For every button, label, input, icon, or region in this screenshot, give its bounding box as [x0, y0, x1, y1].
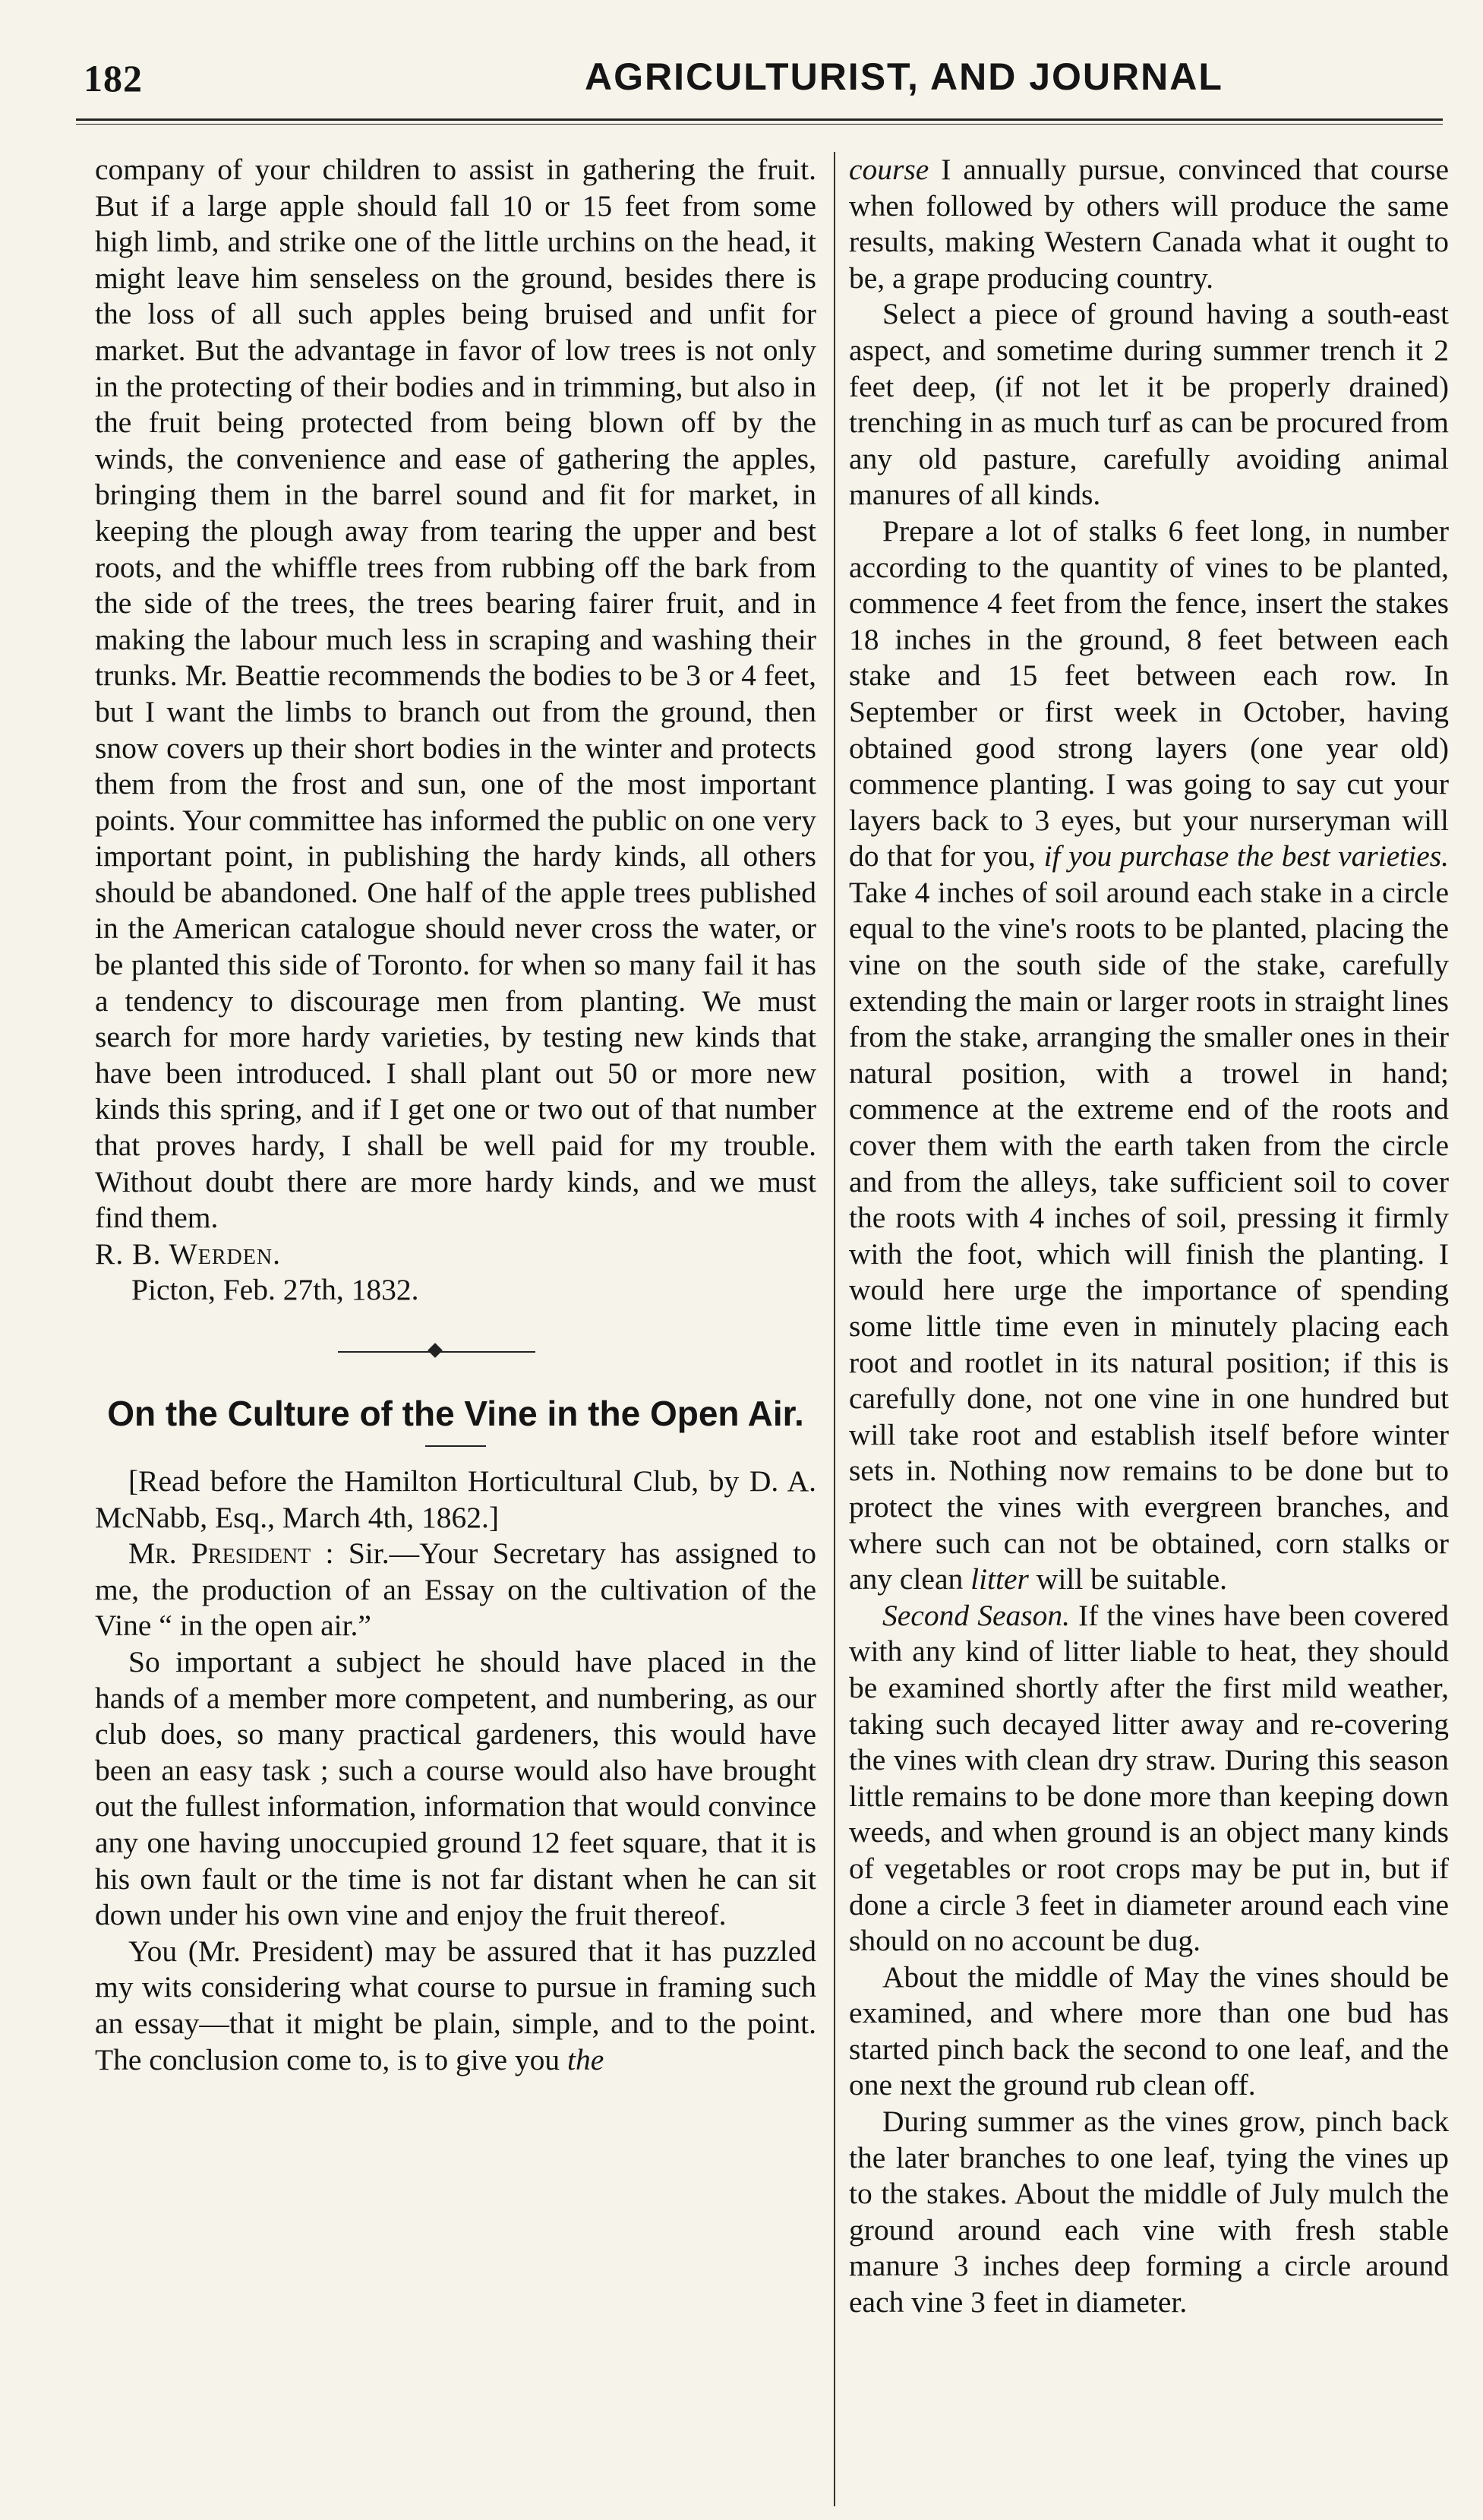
author-signature: R. B. Werden.	[95, 1236, 281, 1271]
left-column	[95, 152, 816, 2514]
second-season-text: If the vines have been covered with any kind of litter liable to heat, they should be examined shortly after the first mild weather, taking such decayed litter away and re-covering the vines with clean dry straw. During this season little remains to be done more than keeping down weeds, and when ground is an object many kinds of vegetables or root crops may be put in, but if done a circle 3 feet in diameter around each vine should on no account be dug.	[849, 1598, 1449, 1958]
paragraph-course	[849, 152, 1449, 296]
title-rule	[425, 1445, 486, 1447]
page-number: 182	[84, 57, 143, 99]
course-word: course	[849, 153, 929, 186]
prepare-end: will be suitable.	[1036, 1562, 1228, 1596]
prepare-rest: Take 4 inches of soil around each stake in a circle equal to the vine's roots to be planted, placing the vine on the south side of the stake, carefully extending the main or larger roots in straight lines from the stake, arranging the smaller ones in their natural position, with a trowel in hand; commence at the extreme end of the roots and cover them with the earth taken from the circle and from the alleys, take sufficient soil to cover the roots with 4 inches of soil, pressing it firmly with the foot, which will finish the planting. I would here urge the importance of spending some little time even in minutely placing each root and rootlet in its natural position; if this is carefully done, not one vine in one hundred but will take root and establish itself before winter sets in. Nothing now remains to be done but to protect the vines with evergreen branches, and where such can not be obtained, corn stalks or any clean	[849, 875, 1449, 1596]
section-divider-ornament	[95, 1309, 816, 1392]
read-before-note: [Read before the Hamilton Horticultural Club, by D. A. McNabb, Esq., March 4th, 1862.]	[95, 1464, 816, 1534]
dateline: Picton, Feb. 27th, 1832.	[131, 1273, 419, 1307]
running-title: AGRICULTURIST, AND JOURNAL	[585, 55, 1223, 98]
prepare-text: Prepare a lot of stalks 6 feet long, in number according to the quantity of vines to be planted, commence 4 feet from the fence, insert the stakes 18 inches in the ground, 8 feet between each stake and 15 feet between each row. In September or first week in October, having obtained good strong layers (one year old) commence planting. I was going to say cut your layers back to 3 eyes, but your nurseryman will do that for you,	[849, 513, 1449, 873]
paragraph-address	[95, 1536, 816, 1644]
prepare-italic-litter: litter	[970, 1562, 1029, 1596]
paragraph-may: About the middle of May the vines should be examined, and where more than one bud has started pinch back the second to one leaf, and the one next the ground rub clean off.	[849, 1959, 1449, 2102]
article-title: On the Culture of the Vine in the Open Air.	[107, 1394, 804, 1433]
paragraph-important-subject: So important a subject he should have placed in the hands of a member more competent, and numbering, as our club does, so many practical gardeners, this would have been an easy task ; such a course would also have brought out the fullest information, information that would convince any one having unoccupied ground 12 feet square, that it is his own fault or the time is not far distant when he can sit down under his own vine and enjoy the fruit thereof.	[95, 1644, 816, 1932]
paragraph-prepare-stalks	[849, 513, 1449, 1598]
divider-diamond	[428, 1343, 443, 1358]
paragraph-second-season	[849, 1598, 1449, 1959]
prepare-italic: if you purchase the best varieties.	[1043, 839, 1449, 873]
you-president-text: You (Mr. President) may be assured that it has puzzled my wits considering what course to pursue in framing such an essay—that it might be plain, simple, and to the point. The conclusion come to, is to give you	[95, 1934, 816, 2076]
you-president-end: the	[567, 2042, 604, 2076]
right-column	[849, 152, 1449, 2514]
course-text: I annually pursue, convinced that course when followed by others will produce the same results, making Western Canada what it ought to be, a grape producing country.	[849, 153, 1449, 295]
column-divider	[834, 152, 835, 2506]
header-rule	[76, 118, 1443, 125]
salutation: Mr. President :	[128, 1536, 334, 1571]
paragraph-low-trees: company of your children to assist in gathering the fruit. But if a large apple should fall 10 or 15 feet from some high limb, and strike one of the little urchins on the head, it might leave him senseless on the ground, besides there is the loss of all such apples being bruised and unfit for market. But the advantage in favor of low trees is not only in the protecting of their bodies and in trimming, but also in the fruit being protected from being blown off by the winds, the convenience and ease of gathering the apples, bringing them in the barrel sound and fit for market, in keeping the plough away from tearing the upper and best roots, and the whiffle trees from rubbing off the bark from the side of the trees, the trees bearing fairer fruit, and in making the labour much less in scraping and washing their trunks. Mr. Beattie recommends the bodies to be 3 or 4 feet, but I want the limbs to branch out from the ground, then snow covers up their short bodies in the winter and protects them from the frost and sun, one of the most important points. Your committee has informed the public on one very important point, in publishing the hardy kinds, all others should be abandoned. One half of the apple trees published in the American catalogue should never cross the water, or be planted this side of Toronto. for when so many fail it has a tendency to discourage men from planting. We must search for more hardy varieties, by testing new kinds that have been introduced. I shall plant out 50 or more new kinds this spring, and if I get one or two out of that number that proves hardy, I shall be well paid for my trouble. Without doubt there are more hardy kinds, and we must find them.	[95, 153, 816, 1235]
second-season-label: Second Season.	[882, 1598, 1070, 1632]
paragraph-you-president	[95, 1934, 816, 2078]
paragraph-summer: During summer as the vines grow, pinch back the later branches to one leaf, tying the vines up to the stakes. About the middle of July mulch the ground around each vine with fresh stable manure 3 inches deep forming a circle around each vine 3 feet in diameter.	[849, 2105, 1449, 2319]
address-text: Sir.—Your Secretary has assigned to me, the production of an Essay on the cultivation of the Vine “ in the open air.”	[95, 1536, 816, 1643]
paragraph-select-ground: Select a piece of ground having a south-east aspect, and sometime during summer trench it 2 feet deep, (if not let it be properly drained) trenching in as much turf as can be procured from any old pasture, carefully avoiding animal manures of all kinds.	[849, 297, 1449, 512]
page-header	[46, 46, 1443, 137]
